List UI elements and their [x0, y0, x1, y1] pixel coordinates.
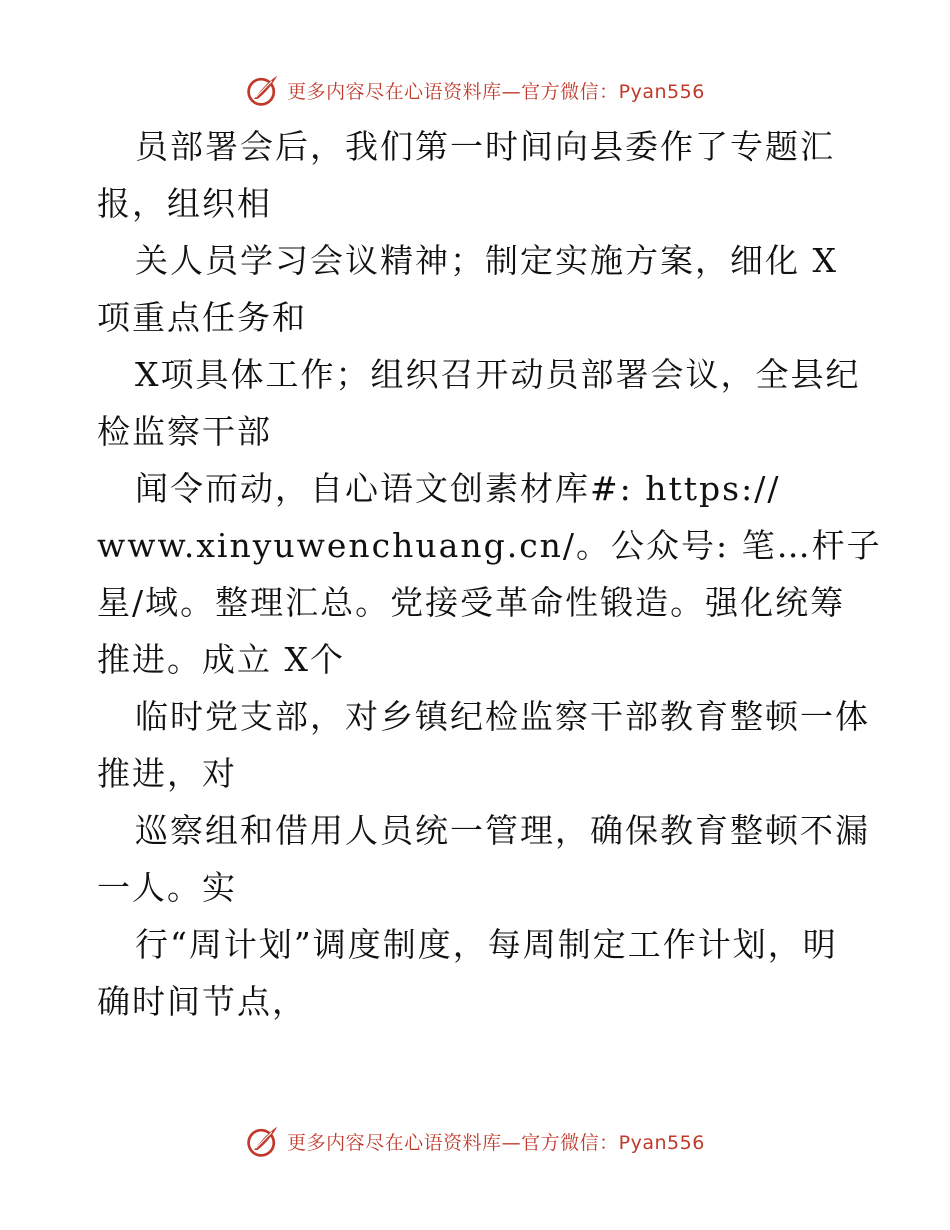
- body-line: 闻令而动，自心语文创素材库#: https://: [135, 469, 781, 508]
- document-body: [97, 118, 882, 1030]
- body-line: 项重点任务和: [97, 298, 307, 337]
- footer-banner: [0, 1121, 950, 1161]
- body-line: 推进。成立 X个: [97, 640, 345, 679]
- body-line: 星/域。整理汇总。党接受革命性锻造。强化统筹: [97, 583, 846, 622]
- body-line: 一人。实: [97, 868, 237, 907]
- body-line: 检监察干部: [97, 412, 272, 451]
- body-line: 巡察组和借用人员统一管理，确保教育整顿不漏: [135, 811, 870, 850]
- header-banner: [0, 70, 950, 110]
- feather-pen-logo-icon: [245, 1123, 281, 1159]
- body-line: 关人员学习会议精神；制定实施方案，细化 X: [135, 241, 838, 280]
- body-line-url: www.xinyuwenchuang.cn/。公众号: 笔…杆子: [97, 526, 882, 565]
- body-line: 推进，对: [97, 754, 237, 793]
- body-line: 确时间节点，: [97, 982, 307, 1021]
- body-line: 行“周计划”调度制度，每周制定工作计划，明: [135, 925, 838, 964]
- feather-pen-logo-icon: [245, 72, 281, 108]
- body-line: 临时党支部，对乡镇纪检监察干部教育整顿一体: [135, 697, 870, 736]
- header-banner-text: 更多内容尽在心语资料库—官方微信：Pyan556: [287, 80, 705, 103]
- footer-banner-text: 更多内容尽在心语资料库—官方微信：Pyan556: [287, 1131, 705, 1154]
- body-line: 员部署会后，我们第一时间向县委作了专题汇: [135, 127, 835, 166]
- body-line: X项具体工作；组织召开动员部署会议，全县纪: [135, 355, 861, 394]
- body-line: 报，组织相: [97, 184, 272, 223]
